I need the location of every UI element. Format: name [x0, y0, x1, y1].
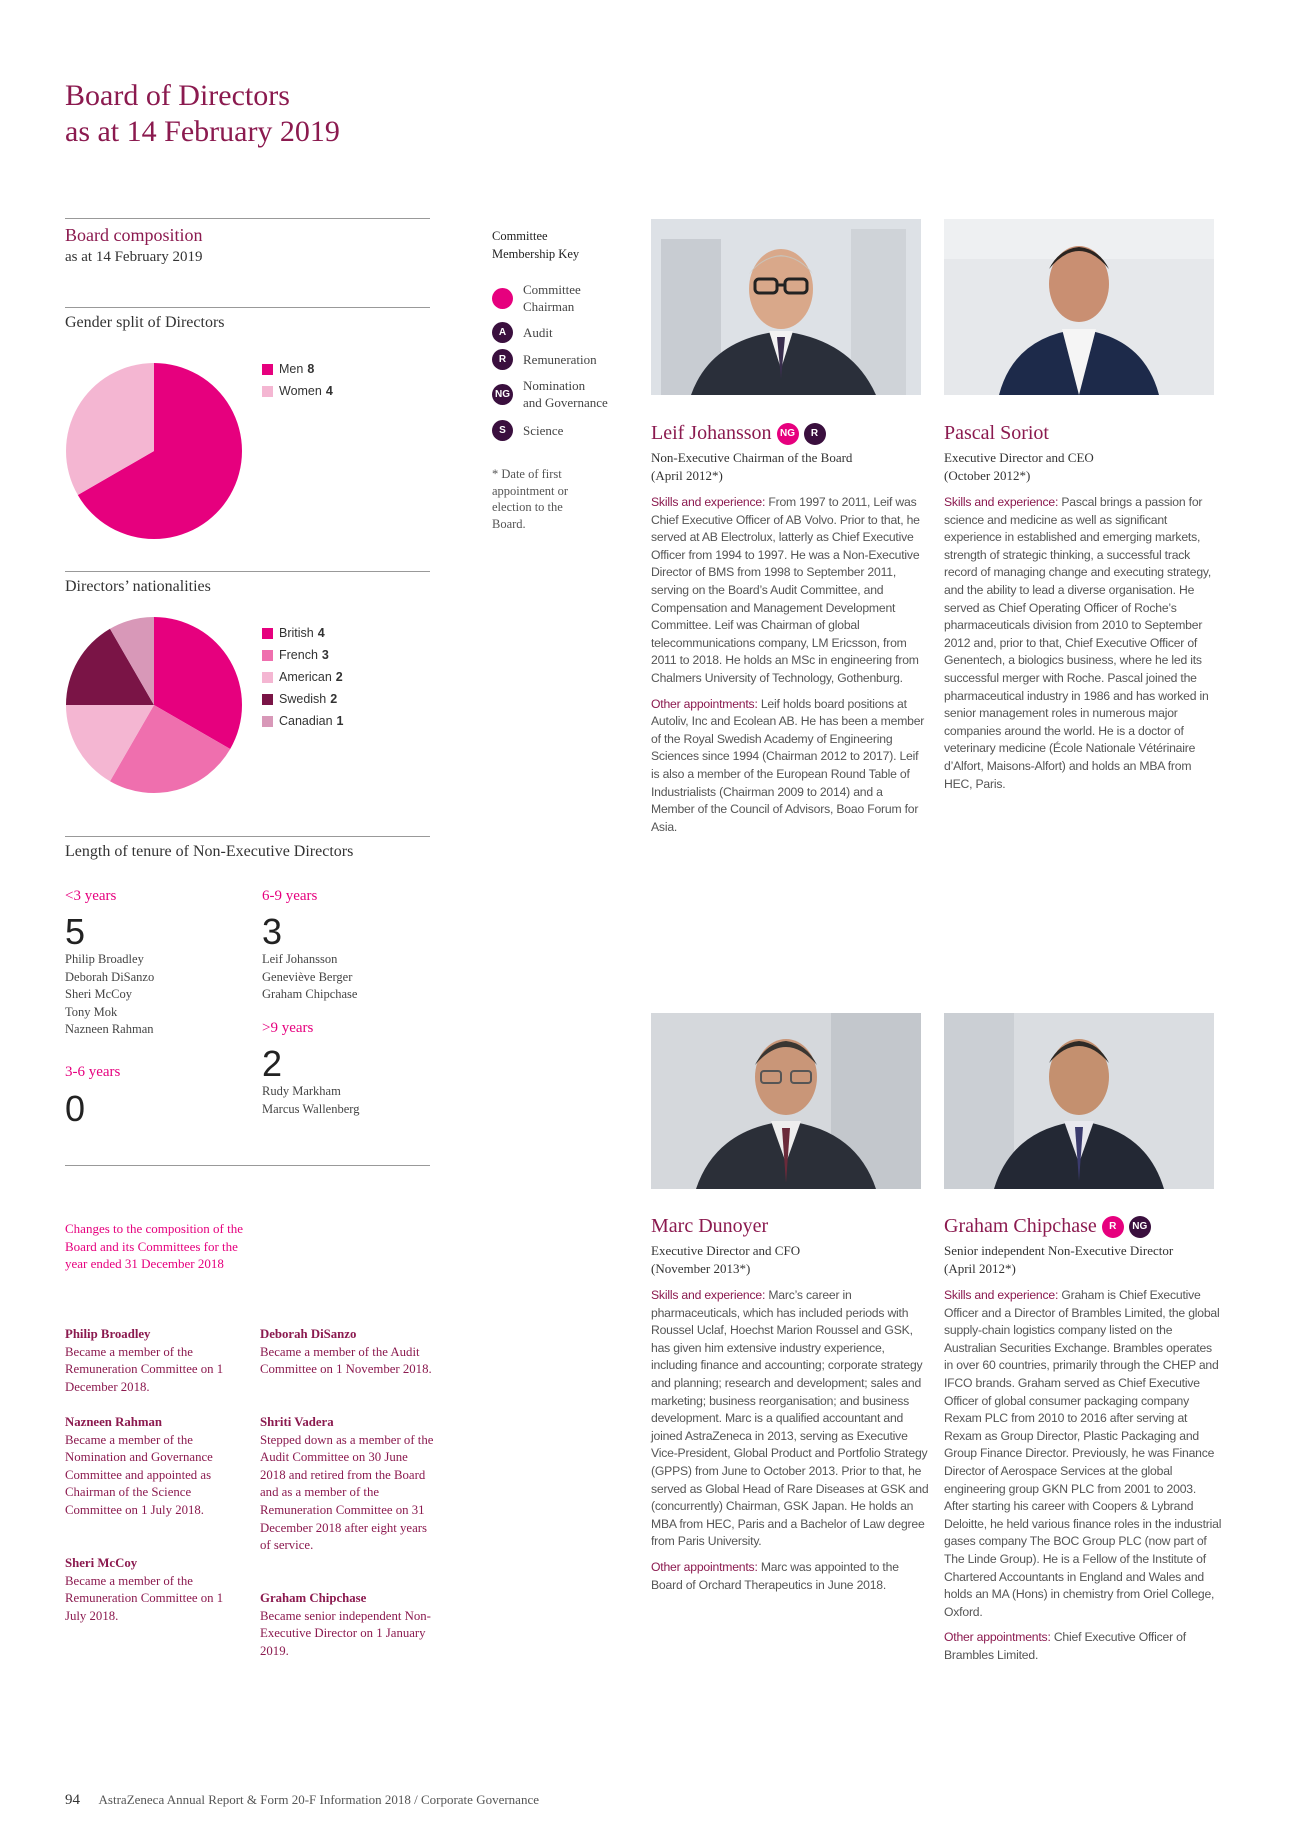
nationalities-pie-chart	[64, 615, 244, 795]
director-name: Marc Dunoyer	[651, 1215, 769, 1237]
change-item: Graham Chipchase Became senior independent Non-Executive Director on 1 January 2019.	[260, 1591, 431, 1658]
footer-text: AstraZeneca Annual Report & Form 20-F Information 2018 / Corporate Governance	[98, 1792, 539, 1807]
director-bio: Skills and experience: From 1997 to 2011, Leif was Chief Executive Officer of AB Volvo. Prior to that, he served at AB Electrolux, latterly as Chief Executive Officer from 1994 to 1997. He was a Non-Executive Director of BMS from 1998 to September 2011, serving on the Board’s Audit Committee, and Compensation and Management Development Committee. Leif was Chairman of global telecommunications company, LM Ericsson, from 2011 to 2018. He holds an MSc in engineering from Chalmers University of Technology, Gothenburg. Other appointments: Leif holds board positions at Autoliv, Inc and Ecolean AB. He has been a member of the Royal Swedish Academy of Engineering Sciences since 1994 (Chairman 2012 to 2017). Leif is also a member of the European Round Table of Industrialists (Chairman 2009 to 2014) and a Member of the Council of Advisors, Boao Forum for Asia.	[651, 495, 925, 834]
director-role: Senior independent Non-Executive Director (April 2012*)	[944, 1243, 1174, 1276]
director-photo-graham-chipchase	[944, 1013, 1214, 1189]
tenure-label: >9 years	[262, 1020, 314, 1036]
change-item: Nazneen Rahman Became a member of the Nomination and Governance Committee and appointed as Chairman of the Science Committee on 1 July 2018.	[65, 1415, 213, 1517]
director-bio: Skills and experience: Marc’s career in pharmaceuticals, which has included periods with Roussel Uclaf, Hoechst Marion Roussel and GSK, has given him extensive industry experience, including finance and accounting; corporate strategy and planning; research and development; sales and marketing; business reorganisation; and business development. Marc is a qualified accountant and joined AstraZeneca in 2013, serving as Executive Vice-President, Global Product and Portfolio Strategy (GPPS) from June to October 2013. Prior to that, he served as Global Head of Rare Diseases at GSK and (concurrently) Chairman, GSK Japan. He holds an MBA from HEC, Paris and a Bachelor of Law degree from Paris University. Other appointments: Marc was appointed to the Board of Orchard Therapeutics in June 2018.	[651, 1288, 929, 1592]
divider	[65, 1165, 430, 1166]
divider	[65, 218, 430, 219]
legend-item-american: American 2	[262, 666, 343, 688]
director-role: Non-Executive Chairman of the Board (April 2012*)	[651, 450, 853, 483]
tenure-count: 5	[65, 911, 86, 952]
tenure-title: Length of tenure of Non-Executive Directors	[65, 843, 354, 860]
gender-legend	[262, 358, 333, 402]
science-badge-icon: S	[492, 420, 513, 441]
changes-heading: Changes to the composition of the Board and its Committees for the year ended 31 December 2018	[65, 1221, 244, 1271]
change-item: Sheri McCoy Became a member of the Remuneration Committee on 1 July 2018.	[65, 1556, 224, 1623]
remuneration-chair-badge-icon: R	[1102, 1216, 1124, 1238]
nationalities-title: Directors’ nationalities	[65, 578, 211, 595]
director-role: Executive Director and CEO (October 2012*)	[944, 450, 1094, 483]
gender-pie-chart	[64, 361, 244, 541]
legend-swatch	[262, 672, 273, 683]
legend-item-men: Men 8	[262, 358, 333, 380]
tenure-names: Leif Johansson Geneviève Berger Graham Chipchase	[262, 952, 358, 1001]
audit-badge-icon: A	[492, 322, 513, 343]
nomination-governance-chair-badge-icon: NG	[777, 423, 799, 445]
director-photo-marc-dunoyer	[651, 1013, 921, 1189]
tenure-count: 2	[262, 1043, 283, 1084]
director-photo-leif-johansson	[651, 219, 921, 395]
tenure-label: 3-6 years	[65, 1064, 121, 1080]
legend-item-british: British 4	[262, 622, 343, 644]
nationalities-legend	[262, 622, 343, 732]
change-item: Philip Broadley Became a member of the Remuneration Committee on 1 December 2018.	[65, 1327, 224, 1394]
director-bio: Skills and experience: Pascal brings a passion for science and medicine as well as significant experience in established and emerging markets, strength of strategic thinking, a successful track record of managing change and executing strategy, and the ability to lead a diverse organisation. He served as Chief Operating Officer of Roche’s pharmaceuticals division from 2010 to September 2012 and, prior to that, Chief Executive Officer of Genentech, a biologics business, where he led its successful merger with Roche. Pascal joined the pharmaceutical industry in 1986 and has worked in senior management roles in numerous major companies around the world. He is a doctor of veterinary medicine (École Nationale Vétérinaire d’Alfort, Maisons-Alfort) and holds an MBA from HEC, Paris.	[944, 495, 1212, 791]
page-title: Board of Directors as at 14 February 2019	[65, 79, 340, 148]
key-nomination-governance: NG Nomination and Governance	[492, 377, 608, 411]
director-name: Graham Chipchase R NG	[944, 1215, 1151, 1238]
nomination-governance-badge-icon: NG	[492, 384, 513, 405]
legend-item-canadian: Canadian 1	[262, 710, 343, 732]
tenure-count: 3	[262, 911, 283, 952]
gender-split-title: Gender split of Directors	[65, 314, 225, 331]
key-committee-chairman: Committee Chairman	[492, 281, 581, 315]
divider	[65, 571, 430, 572]
page-footer	[65, 1792, 539, 1809]
page-number: 94	[65, 1792, 80, 1808]
legend-swatch	[262, 716, 273, 727]
tenure-count: 0	[65, 1088, 86, 1129]
legend-swatch	[262, 694, 273, 705]
committee-key-title: Committee Membership Key	[492, 229, 580, 261]
chairman-dot-icon	[492, 288, 513, 309]
tenure-names: Philip Broadley Deborah DiSanzo Sheri McCoy Tony Mok Nazneen Rahman	[65, 952, 155, 1036]
legend-swatch	[262, 650, 273, 661]
director-name: Leif Johansson NG R	[651, 422, 826, 445]
director-bio: Skills and experience: Graham is Chief Executive Officer and a Director of Brambles Limited, the global supply-chain logistics company listed on the Australian Securities Exchange. Brambles operates in over 60 countries, primarily through the CHEP and IFCO brands. Graham served as Chief Executive Officer of global consumer packaging company Rexam PLC from 2010 to 2016 after serving at Rexam as Group Director, Plastic Packaging and Group Finance Director. Previously, he was Finance Director of Aerospace Services at the global engineering group GKN PLC from 2001 to 2003. After starting his career with Coopers & Lybrand Deloitte, he held various finance roles in the industrial gases company The BOC Group PLC (now part of The Linde Group). He is a Fellow of the Institute of Chartered Accountants in England and Wales and holds an MA (Hons) in chemistry from Oriel College, Oxford. Other appointments: Chief Executive Officer of Brambles Limited.	[944, 1288, 1222, 1662]
legend-swatch	[262, 364, 273, 375]
nomination-governance-badge-icon: NG	[1129, 1216, 1151, 1238]
divider	[65, 836, 430, 837]
legend-item-swedish: Swedish 2	[262, 688, 343, 710]
board-composition-title: Board composition as at 14 February 2019	[65, 225, 203, 265]
legend-item-women: Women 4	[262, 380, 333, 402]
divider	[65, 307, 430, 308]
remuneration-badge-icon: R	[804, 423, 826, 445]
remuneration-badge-icon: R	[492, 349, 513, 370]
key-remuneration: R Remuneration	[492, 349, 597, 370]
director-name: Pascal Soriot	[944, 422, 1049, 444]
director-role: Executive Director and CFO (November 2013*)	[651, 1243, 801, 1276]
change-item: Shriti Vadera Stepped down as a member of the Audit Committee on 30 June 2018 and retired from the Board and as a member of the Remuneration Committee on 31 December 2018 after eight years of service.	[260, 1415, 434, 1553]
change-item: Deborah DiSanzo Became a member of the Audit Committee on 1 November 2018.	[260, 1327, 432, 1377]
key-audit: A Audit	[492, 322, 553, 343]
director-photo-pascal-soriot	[944, 219, 1214, 395]
key-science: S Science	[492, 420, 563, 441]
legend-item-french: French 3	[262, 644, 343, 666]
tenure-names: Rudy Markham Marcus Wallenberg	[262, 1084, 360, 1116]
legend-swatch	[262, 628, 273, 639]
tenure-label: <3 years	[65, 888, 117, 904]
appointment-footnote: * Date of first appointment or election to the Board.	[492, 467, 569, 531]
legend-swatch	[262, 386, 273, 397]
tenure-label: 6-9 years	[262, 888, 318, 904]
